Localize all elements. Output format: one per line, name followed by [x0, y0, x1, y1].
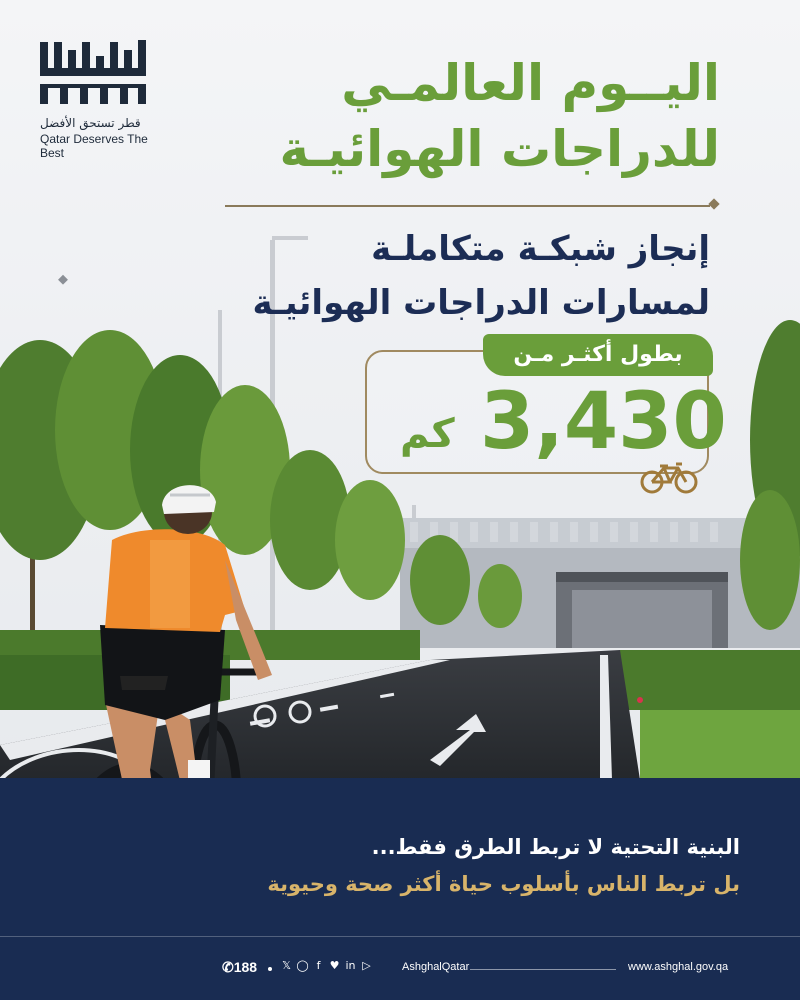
- social-icons: [280, 959, 373, 977]
- hotline-number: 188: [233, 959, 258, 975]
- ashghal-logo-mark: [40, 40, 152, 106]
- footer-divider: [0, 936, 800, 937]
- divider-line: [225, 205, 710, 207]
- headline: [200, 50, 720, 182]
- website-link[interactable]: www.ashghal.gov.qa: [628, 961, 729, 973]
- footer-rule: [470, 969, 616, 970]
- footer-separator-dot: [268, 967, 272, 971]
- length-prefix-label: بطول أكثـر مـن: [483, 334, 713, 376]
- logo-tagline-arabic: قطر تستحق الأفضل: [40, 116, 141, 130]
- footer: [0, 955, 800, 983]
- facebook-icon[interactable]: f: [316, 959, 321, 972]
- x-icon[interactable]: 𝕏: [282, 959, 291, 972]
- instagram-icon[interactable]: ◯: [296, 959, 309, 972]
- social-handle[interactable]: AshghalQatar: [402, 961, 470, 973]
- linkedin-icon[interactable]: in: [345, 959, 356, 972]
- youtube-icon[interactable]: ▷: [362, 959, 371, 972]
- message-block: [220, 828, 740, 902]
- message-line-2: بل تربط الناس بأسلوب حياة أكثر صحة وحيوية: [267, 872, 740, 896]
- headline-line-1: اليــوم العالمـي: [341, 54, 720, 112]
- bicycle-icon: [640, 460, 698, 494]
- length-unit: كم: [400, 411, 455, 457]
- ashghal-logo: [40, 40, 170, 160]
- snapchat-icon[interactable]: ♥: [329, 959, 340, 972]
- headline-line-2: للدراجات الهوائيـة: [279, 120, 720, 178]
- subheadline: [190, 222, 710, 330]
- length-value: 3,430: [480, 377, 727, 467]
- message-line-1: البنية التحتية لا تربط الطرق فقط...: [371, 835, 740, 859]
- phone-icon: ✆: [222, 959, 234, 975]
- subheadline-line-2: لمسارات الدراجات الهوائيـة: [252, 283, 710, 323]
- hotline[interactable]: [222, 959, 257, 976]
- logo-tagline-english: Qatar Deserves The Best: [40, 132, 148, 160]
- subheadline-line-1: إنجاز شبكـة متكاملـة: [371, 229, 710, 269]
